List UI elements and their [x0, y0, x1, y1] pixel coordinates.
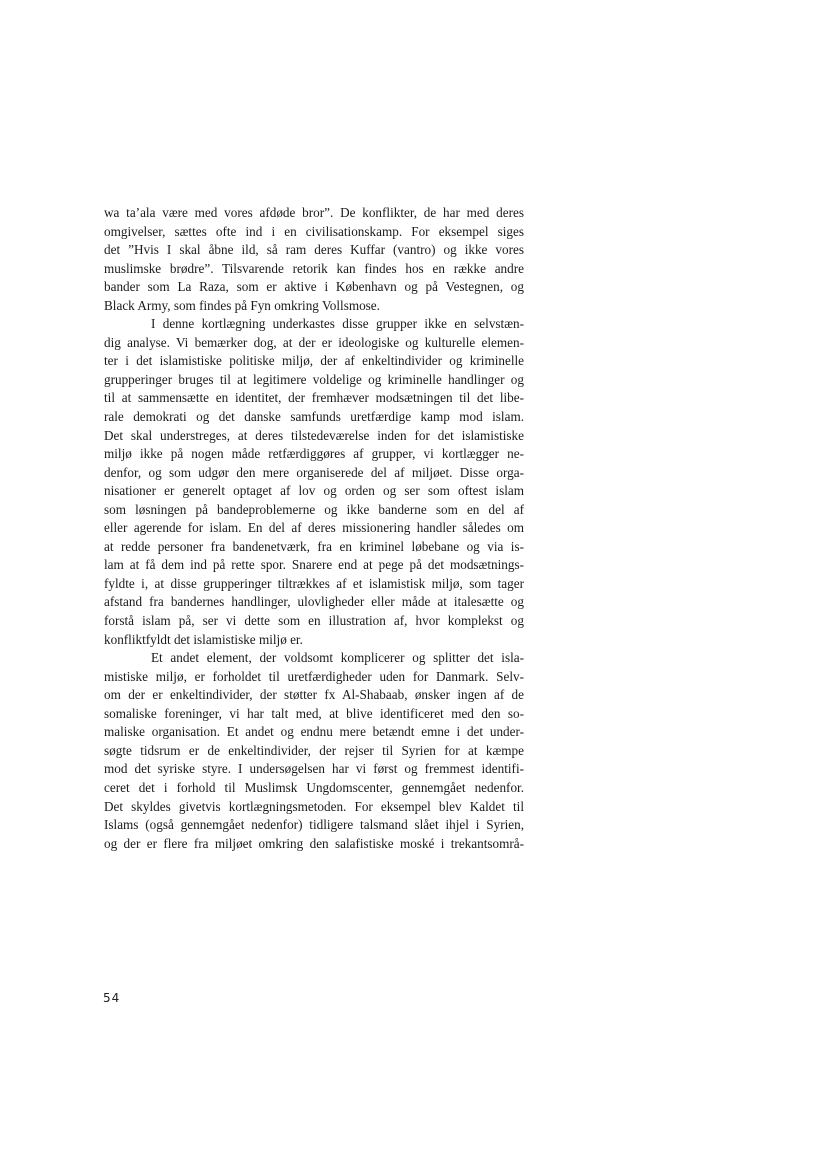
text-line: det ”Hvis I skal åbne ild, så ram deres Kuffar (vantro) og ikke vores: [104, 242, 524, 258]
text-line: til at sammensætte en identitet, der fremhæver modsætningen til det libe-: [104, 390, 524, 406]
text-line: søgte tidsrum er de enkeltindivider, der rejser til Syrien for at kæmpe: [104, 742, 524, 758]
text-line: eller agerende for islam. En del af deres missionering handler således om: [104, 520, 524, 536]
text-line: Et andet element, der voldsomt komplicerer og splitter det isla-: [151, 650, 524, 666]
text-line: omgivelser, sættes ofte ind i en civilisationskamp. For eksempel siges: [104, 223, 524, 239]
text-line: miljø ikke på nogen måde retfærdiggøres af grupper, vi kortlægger ne-: [104, 446, 524, 462]
text-line: wa ta’ala være med vores afdøde bror”. De konflikter, de har med deres: [104, 205, 524, 220]
text-line: lam at få dem ind på rette spor. Snarere end at pege på det modsætnings-: [104, 557, 524, 573]
page-number: 54: [103, 991, 121, 1005]
text-line: Det skal understreges, at deres tilstedeværelse inden for det islamistiske: [104, 427, 524, 443]
text-line: maliske organisation. Et andet og endnu mere betændt emne i det under-: [104, 724, 524, 740]
text-line: grupperinger bruges til at legitimere voldelige og kriminelle handlinger og: [104, 371, 524, 387]
text-line: forstå islam på, ser vi dette som en illustration af, hvor komplekst og: [104, 613, 524, 629]
text-line: I denne kortlægning underkastes disse grupper ikke en selvstæn-: [151, 316, 524, 332]
text-line: muslimske brødre”. Tilsvarende retorik kan findes hos en række andre: [104, 260, 524, 276]
text-line: afstand fra bandernes handlinger, ulovligheder eller måde at italesætte og: [104, 594, 524, 610]
text-line: og der er flere fra miljøet omkring den salafistiske moské i trekantsområ-: [104, 835, 524, 851]
text-line: Islams (også gennemgået nedenfor) tidligere talsmand slået ihjel i Syrien,: [104, 817, 524, 833]
text-line: konfliktfyldt det islamistiske miljø er.: [104, 631, 303, 647]
text-line: om der er enkeltindivider, der støtter fx Al-Shabaab, ønsker ingen af de: [104, 687, 524, 703]
text-line: ceret det i forhold til Muslimsk Ungdomscenter, gennemgået nedenfor.: [104, 779, 524, 795]
text-line: somaliske foreninger, vi har talt med, at blive identificeret med den so-: [104, 705, 524, 721]
text-line: som løsningen på bandeproblemerne og ikke banderne som en del af: [104, 501, 524, 517]
text-line: nisationer er generelt optaget af lov og orden og ser som oftest islam: [104, 483, 524, 499]
text-line: dig analyse. Vi bemærker dog, at der er ideologiske og kulturelle elemen-: [104, 334, 524, 350]
text-line: bander som La Raza, som er aktive i København og på Vestegnen, og: [104, 279, 524, 295]
text-line: denfor, og som udgør den mere organiserede del af miljøet. Disse orga-: [104, 464, 524, 480]
text-line: rale demokrati og det danske samfunds uretfærdige kamp mod islam.: [104, 409, 524, 425]
text-line: Black Army, som findes på Fyn omkring Vollsmose.: [104, 297, 380, 313]
text-line: mistiske miljø, er forholdet til uretfærdigheder uden for Danmark. Selv-: [104, 668, 524, 684]
text-line: fyldte i, at disse grupperinger tiltrækkes af et islamistisk miljø, som tager: [104, 575, 524, 591]
text-line: Det skyldes givetvis kortlægningsmetoden. For eksempel blev Kaldet til: [104, 798, 524, 814]
text-line: at redde personer fra bandenetværk, fra en kriminel løbebane og via is-: [104, 538, 524, 554]
text-line: mod det syriske styre. I undersøgelsen har vi først og fremmest identifi-: [104, 761, 524, 777]
text-line: ter i det islamistiske politiske miljø, der af enkeltindivider og kriminelle: [104, 353, 524, 369]
body-text: [104, 204, 524, 853]
